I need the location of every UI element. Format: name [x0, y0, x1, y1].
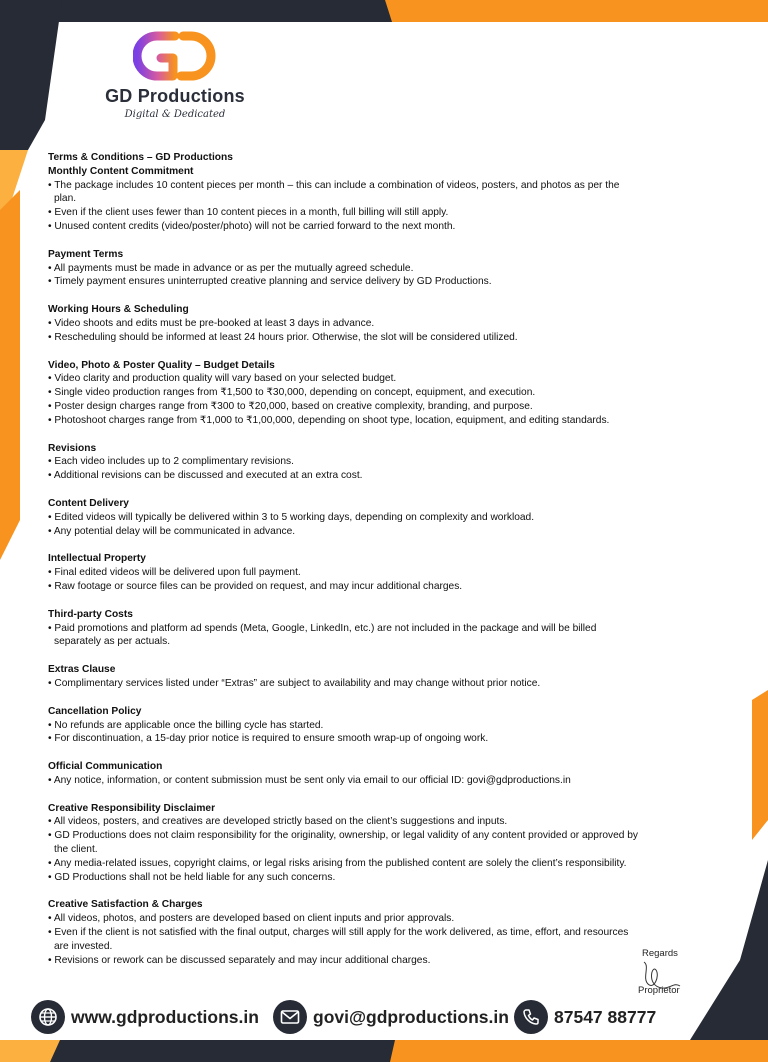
signature-regards: Regards [642, 948, 678, 959]
footer-email-text: govi@gdproductions.in [313, 1006, 509, 1027]
section-bullet: • GD Productions shall not be held liable for any such concerns. [48, 871, 336, 883]
document-title: Terms & Conditions – GD Productions [48, 152, 233, 163]
left-strip-orange [0, 190, 20, 560]
right-strip-orange [752, 690, 768, 840]
mail-icon [273, 1000, 307, 1034]
section-title: Intellectual Property [48, 553, 146, 565]
bottom-band-orange [390, 1040, 768, 1062]
phone-icon [514, 1000, 548, 1034]
section-bullet: • Timely payment ensures uninterrupted creative planning and service delivery by GD Productions. [48, 276, 492, 288]
sections-container [48, 165, 738, 968]
section-title: Video, Photo & Poster Quality – Budget Details [48, 359, 275, 371]
section-title: Working Hours & Scheduling [48, 304, 189, 316]
section-bullet: • Additional revisions can be discussed and executed at an extra cost. [48, 470, 363, 482]
section-bullet: • Edited videos will typically be delivered within 3 to 5 working days, depending on complexity and workload. [48, 511, 535, 523]
terms-section [48, 760, 738, 788]
section-bullet: • All videos, photos, and posters are developed based on client inputs and prior approvals. [48, 913, 455, 925]
terms-section [48, 442, 738, 483]
top-band-accent [525, 0, 768, 22]
globe-icon [31, 1000, 65, 1034]
section-bullet: • Each video includes up to 2 complimentary revisions. [48, 456, 294, 468]
section-title: Official Communication [48, 761, 163, 773]
terms-section [48, 359, 738, 428]
gd-logo-icon [133, 30, 217, 84]
section-bullet: • Raw footage or source files can be provided on request, and may incur additional charges. [48, 580, 463, 592]
section-bullet: • Unused content credits (video/poster/photo) will not be carried forward to the next month. [48, 220, 456, 232]
section-title: Third-party Costs [48, 608, 133, 620]
section-bullet: • All videos, posters, and creatives are developed strictly based on the client’s suggestions and inputs. [48, 816, 508, 828]
footer-website-text: www.gdproductions.in [71, 1006, 259, 1027]
terms-section [48, 248, 738, 289]
section-bullet: • The package includes 10 content pieces per month – this can include a combination of videos, posters, and photos as per the plan. [48, 179, 620, 205]
section-bullet: • Paid promotions and platform ad spends (Meta, Google, LinkedIn, etc.) are not included in the package and will be billed separately as per actuals. [48, 622, 597, 648]
footer-phone[interactable] [514, 998, 656, 1036]
section-bullet: • Any potential delay will be communicated in advance. [48, 525, 296, 537]
section-bullet: • GD Productions does not claim responsibility for the originality, ownership, or legal validity of any content provided or approved by the client. [48, 830, 639, 856]
section-bullet: • Photoshoot charges range from ₹1,000 to ₹1,00,000, depending on shoot type, location, equipment, and editing standards. [48, 414, 610, 426]
terms-section [48, 303, 738, 344]
section-bullet: • Any media-related issues, copyright claims, or legal risks arising from the published content are solely the client’s responsibility. [48, 857, 627, 869]
terms-document [48, 151, 738, 981]
footer-website[interactable] [31, 998, 259, 1036]
section-title: Payment Terms [48, 248, 124, 260]
section-bullet: • Video clarity and production quality will vary based on your selected budget. [48, 373, 397, 385]
terms-section [48, 802, 738, 885]
section-bullet: • Rescheduling should be informed at least 24 hours prior. Otherwise, the slot will be considered utilized. [48, 331, 518, 343]
left-strip-navy [0, 0, 62, 150]
terms-section [48, 497, 738, 538]
terms-section [48, 898, 738, 967]
section-bullet: • Video shoots and edits must be pre-booked at least 3 days in advance. [48, 317, 375, 329]
brand-tagline: Digital & Dedicated [124, 109, 226, 120]
signature-role: Proprietor [638, 985, 680, 996]
section-bullet: • Complimentary services listed under “Extras” are subject to availability and may change without prior notice. [48, 677, 541, 689]
section-title: Monthly Content Commitment [48, 165, 194, 177]
terms-section [48, 663, 738, 691]
footer-email[interactable] [273, 998, 509, 1036]
section-title: Creative Responsibility Disclaimer [48, 802, 216, 814]
section-title: Creative Satisfaction & Charges [48, 899, 203, 911]
terms-section [48, 608, 738, 649]
section-bullet: • Even if the client is not satisfied with the final output, charges will still apply for the work delivered, as time, effort, and resources are invested. [48, 927, 629, 952]
section-bullet: • All payments must be made in advance or as per the mutually agreed schedule. [48, 262, 414, 274]
terms-section [48, 552, 738, 593]
section-bullet: • Poster design charges range from ₹300 to ₹20,000, based on creative complexity, branding, and purpose. [48, 400, 533, 412]
footer-phone-text: 87547 88777 [554, 1006, 657, 1027]
signature-block [636, 948, 696, 1000]
logo-block [100, 30, 250, 120]
section-title: Extras Clause [48, 664, 116, 676]
section-bullet: • Single video production ranges from ₹1,500 to ₹30,000, depending on concept, equipment, and execution. [48, 387, 536, 399]
footer-contacts [0, 998, 768, 1038]
section-title: Revisions [48, 442, 97, 454]
terms-section [48, 705, 738, 746]
section-bullet: • Even if the client uses fewer than 10 content pieces in a month, full billing will still apply. [48, 207, 449, 219]
section-bullet: • No refunds are applicable once the billing cycle has started. [48, 719, 324, 731]
bottom-band-light [0, 1040, 60, 1062]
section-bullet: • Final edited videos will be delivered upon full payment. [48, 567, 301, 579]
terms-section [48, 165, 738, 234]
section-title: Content Delivery [48, 497, 129, 509]
section-bullet: • Any notice, information, or content submission must be sent only via email to our official ID: govi@gdproductions.in [48, 774, 571, 786]
section-bullet: • Revisions or rework can be discussed separately and may incur additional charges. [48, 954, 431, 966]
section-title: Cancellation Policy [48, 705, 142, 717]
brand-name: GD Productions [105, 86, 245, 106]
section-bullet: • For discontinuation, a 15-day prior notice is required to ensure smooth wrap-up of ongoing work. [48, 733, 489, 745]
